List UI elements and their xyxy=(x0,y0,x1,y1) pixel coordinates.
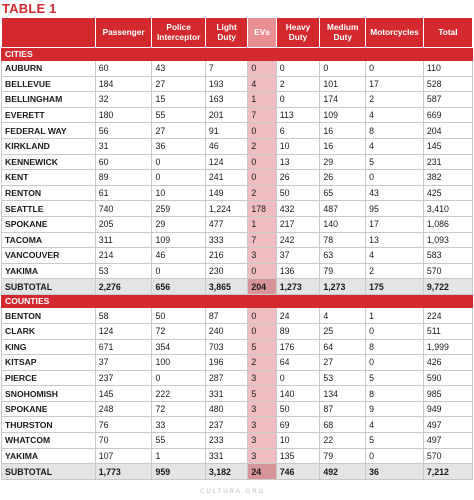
section-label: COUNTIES xyxy=(2,295,473,308)
table-cell: 985 xyxy=(423,386,472,402)
table-cell: 61 xyxy=(95,185,152,201)
subtotal-label: SUBTOTAL xyxy=(2,464,96,480)
table-cell: 0 xyxy=(152,170,205,186)
table-cell: 2 xyxy=(248,138,276,154)
row-label: CLARK xyxy=(2,323,96,339)
table-cell: 10 xyxy=(276,138,320,154)
row-label: THURSTON xyxy=(2,417,96,433)
table-row xyxy=(2,323,473,339)
row-label: BENTON xyxy=(2,308,96,324)
row-label: AUBURN xyxy=(2,61,96,77)
table-cell: 110 xyxy=(423,61,472,77)
table-row xyxy=(2,76,473,92)
table-cell: 3 xyxy=(248,370,276,386)
table-cell: 78 xyxy=(320,232,366,248)
row-label: KENT xyxy=(2,170,96,186)
table-row xyxy=(2,386,473,402)
table-cell: 216 xyxy=(205,248,248,264)
table-cell: 87 xyxy=(205,308,248,324)
table-cell: 214 xyxy=(95,248,152,264)
row-label: KITSAP xyxy=(2,355,96,371)
table-cell: 587 xyxy=(423,92,472,108)
subtotal-cell: 492 xyxy=(320,464,366,480)
subtotal-row xyxy=(2,464,473,480)
table-cell: 50 xyxy=(276,185,320,201)
header-cell-light-duty: Light Duty xyxy=(205,18,248,48)
section-header-row xyxy=(2,48,473,61)
table-cell: 196 xyxy=(205,355,248,371)
table-body xyxy=(2,48,473,480)
table-row xyxy=(2,232,473,248)
table-cell: 64 xyxy=(320,339,366,355)
table-cell: 89 xyxy=(276,323,320,339)
row-label: YAKIMA xyxy=(2,448,96,464)
table-cell: 101 xyxy=(320,76,366,92)
table-row xyxy=(2,433,473,449)
table-cell: 70 xyxy=(95,433,152,449)
table-cell: 76 xyxy=(95,417,152,433)
table-cell: 145 xyxy=(95,386,152,402)
table-cell: 10 xyxy=(152,185,205,201)
table-cell: 15 xyxy=(152,92,205,108)
table-row xyxy=(2,170,473,186)
table-cell: 7 xyxy=(205,61,248,77)
table-cell: 1,093 xyxy=(423,232,472,248)
row-label: RENTON xyxy=(2,185,96,201)
row-label: SEATTLE xyxy=(2,201,96,217)
row-label: VANCOUVER xyxy=(2,248,96,264)
table-cell: 140 xyxy=(276,386,320,402)
table-cell: 217 xyxy=(276,216,320,232)
table-cell: 46 xyxy=(152,248,205,264)
table-cell: 949 xyxy=(423,401,472,417)
table-cell: 60 xyxy=(95,154,152,170)
table-cell: 669 xyxy=(423,107,472,123)
row-label: EVERETT xyxy=(2,107,96,123)
table-cell: 124 xyxy=(95,323,152,339)
table-cell: 2 xyxy=(248,355,276,371)
row-label: SPOKANE xyxy=(2,216,96,232)
table-cell: 29 xyxy=(320,154,366,170)
table-row xyxy=(2,92,473,108)
table-cell: 671 xyxy=(95,339,152,355)
row-label: PIERCE xyxy=(2,370,96,386)
table-cell: 79 xyxy=(320,263,366,279)
table-cell: 230 xyxy=(205,263,248,279)
table-cell: 193 xyxy=(205,76,248,92)
table-cell: 174 xyxy=(320,92,366,108)
table-cell: 4 xyxy=(366,417,424,433)
table-cell: 7 xyxy=(248,232,276,248)
table-row xyxy=(2,339,473,355)
table-cell: 7 xyxy=(248,107,276,123)
table-cell: 382 xyxy=(423,170,472,186)
table-cell: 87 xyxy=(320,401,366,417)
table-cell: 91 xyxy=(205,123,248,139)
table-cell: 176 xyxy=(276,339,320,355)
table-cell: 6 xyxy=(276,123,320,139)
table-cell: 0 xyxy=(366,170,424,186)
table-cell: 1 xyxy=(248,216,276,232)
table-cell: 0 xyxy=(366,355,424,371)
table-cell: 0 xyxy=(320,61,366,77)
table-cell: 2 xyxy=(248,185,276,201)
subtotal-row xyxy=(2,279,473,295)
table-row xyxy=(2,154,473,170)
table-cell: 3 xyxy=(248,448,276,464)
table-cell: 27 xyxy=(152,123,205,139)
table-row xyxy=(2,107,473,123)
table-cell: 487 xyxy=(320,201,366,217)
table-cell: 1 xyxy=(152,448,205,464)
table-cell: 2 xyxy=(276,76,320,92)
table-cell: 43 xyxy=(366,185,424,201)
subtotal-cell: 959 xyxy=(152,464,205,480)
table-cell: 259 xyxy=(152,201,205,217)
subtotal-cell: 1,273 xyxy=(320,279,366,295)
table-cell: 0 xyxy=(366,61,424,77)
row-label: BELLINGHAM xyxy=(2,92,96,108)
table-cell: 107 xyxy=(95,448,152,464)
table-cell: 69 xyxy=(276,417,320,433)
table-cell: 4 xyxy=(366,248,424,264)
table-cell: 10 xyxy=(276,433,320,449)
table-cell: 4 xyxy=(320,308,366,324)
table-cell: 5 xyxy=(366,154,424,170)
header-cell-heavy-duty: Heavy Duty xyxy=(276,18,320,48)
table-cell: 55 xyxy=(152,107,205,123)
subtotal-cell: 24 xyxy=(248,464,276,480)
table-cell: 0 xyxy=(248,170,276,186)
table-cell: 237 xyxy=(205,417,248,433)
table-cell: 331 xyxy=(205,448,248,464)
table-cell: 1,086 xyxy=(423,216,472,232)
table-cell: 333 xyxy=(205,232,248,248)
table-cell: 60 xyxy=(95,61,152,77)
table-cell: 5 xyxy=(366,370,424,386)
row-label: YAKIMA xyxy=(2,263,96,279)
table-cell: 31 xyxy=(95,138,152,154)
subtotal-cell: 3,865 xyxy=(205,279,248,295)
table-cell: 8 xyxy=(366,339,424,355)
table-cell: 1 xyxy=(248,92,276,108)
table-cell: 113 xyxy=(276,107,320,123)
table-cell: 1,224 xyxy=(205,201,248,217)
header-cell-name xyxy=(2,18,96,48)
table-cell: 25 xyxy=(320,323,366,339)
table-row xyxy=(2,138,473,154)
table-cell: 27 xyxy=(320,355,366,371)
table-cell: 53 xyxy=(95,263,152,279)
table-cell: 65 xyxy=(320,185,366,201)
table-cell: 135 xyxy=(276,448,320,464)
table-cell: 178 xyxy=(248,201,276,217)
table-cell: 0 xyxy=(366,323,424,339)
table-cell: 26 xyxy=(276,170,320,186)
table-cell: 497 xyxy=(423,417,472,433)
table-cell: 63 xyxy=(320,248,366,264)
row-label: KIRKLAND xyxy=(2,138,96,154)
table-cell: 477 xyxy=(205,216,248,232)
table-cell: 149 xyxy=(205,185,248,201)
subtotal-cell: 746 xyxy=(276,464,320,480)
table-cell: 56 xyxy=(95,123,152,139)
table-cell: 480 xyxy=(205,401,248,417)
subtotal-cell: 656 xyxy=(152,279,205,295)
header-cell-motorcycles: Motorcycles xyxy=(366,18,424,48)
table-cell: 740 xyxy=(95,201,152,217)
table-cell: 201 xyxy=(205,107,248,123)
table-cell: 0 xyxy=(276,61,320,77)
table-cell: 180 xyxy=(95,107,152,123)
table-cell: 5 xyxy=(248,386,276,402)
table-cell: 145 xyxy=(423,138,472,154)
table-cell: 237 xyxy=(95,370,152,386)
table-cell: 95 xyxy=(366,201,424,217)
table-cell: 0 xyxy=(248,308,276,324)
table-cell: 17 xyxy=(366,76,424,92)
table-cell: 3,410 xyxy=(423,201,472,217)
table-cell: 0 xyxy=(248,123,276,139)
table-cell: 240 xyxy=(205,323,248,339)
table-cell: 5 xyxy=(366,433,424,449)
table-cell: 3 xyxy=(248,248,276,264)
row-label: TACOMA xyxy=(2,232,96,248)
table-cell: 79 xyxy=(320,448,366,464)
table-row xyxy=(2,308,473,324)
table-cell: 3 xyxy=(248,417,276,433)
table-cell: 426 xyxy=(423,355,472,371)
table-cell: 242 xyxy=(276,232,320,248)
table-row xyxy=(2,185,473,201)
table-cell: 5 xyxy=(248,339,276,355)
table-cell: 43 xyxy=(152,61,205,77)
table-cell: 50 xyxy=(276,401,320,417)
table-cell: 205 xyxy=(95,216,152,232)
table-cell: 184 xyxy=(95,76,152,92)
table-cell: 140 xyxy=(320,216,366,232)
table-row xyxy=(2,123,473,139)
subtotal-label: SUBTOTAL xyxy=(2,279,96,295)
table-cell: 134 xyxy=(320,386,366,402)
table-cell: 0 xyxy=(248,154,276,170)
table-cell: 354 xyxy=(152,339,205,355)
table-cell: 32 xyxy=(95,92,152,108)
table-cell: 425 xyxy=(423,185,472,201)
table-cell: 9 xyxy=(366,401,424,417)
table-cell: 46 xyxy=(205,138,248,154)
table-cell: 27 xyxy=(152,76,205,92)
subtotal-cell: 204 xyxy=(248,279,276,295)
subtotal-cell: 2,276 xyxy=(95,279,152,295)
table-cell: 248 xyxy=(95,401,152,417)
table-cell: 13 xyxy=(276,154,320,170)
table-cell: 53 xyxy=(320,370,366,386)
table-cell: 528 xyxy=(423,76,472,92)
row-label: FEDERAL WAY xyxy=(2,123,96,139)
table-cell: 22 xyxy=(320,433,366,449)
table-row xyxy=(2,448,473,464)
table-cell: 703 xyxy=(205,339,248,355)
header-cell-police: Police Interceptor xyxy=(152,18,205,48)
subtotal-cell: 36 xyxy=(366,464,424,480)
table-row xyxy=(2,61,473,77)
table-cell: 1,999 xyxy=(423,339,472,355)
header-row xyxy=(2,18,473,48)
table-cell: 37 xyxy=(95,355,152,371)
header-cell-total: Total xyxy=(423,18,472,48)
table-cell: 16 xyxy=(320,123,366,139)
row-label: WHATCOM xyxy=(2,433,96,449)
table-cell: 58 xyxy=(95,308,152,324)
table-cell: 224 xyxy=(423,308,472,324)
table-cell: 497 xyxy=(423,433,472,449)
table-cell: 0 xyxy=(276,370,320,386)
table-cell: 0 xyxy=(248,61,276,77)
table-row xyxy=(2,201,473,217)
subtotal-cell: 9,722 xyxy=(423,279,472,295)
table-cell: 163 xyxy=(205,92,248,108)
row-label: SPOKANE xyxy=(2,401,96,417)
table-cell: 37 xyxy=(276,248,320,264)
table-cell: 0 xyxy=(366,448,424,464)
table-row xyxy=(2,216,473,232)
table-cell: 136 xyxy=(276,263,320,279)
row-label: KING xyxy=(2,339,96,355)
table-cell: 241 xyxy=(205,170,248,186)
header-cell-medium-duty: Medium Duty xyxy=(320,18,366,48)
row-label: SNOHOMISH xyxy=(2,386,96,402)
row-label: BELLEVUE xyxy=(2,76,96,92)
row-label: KENNEWICK xyxy=(2,154,96,170)
table-cell: 3 xyxy=(248,433,276,449)
table-cell: 109 xyxy=(152,232,205,248)
watermark: CULTURA.ORG xyxy=(200,489,266,495)
table-cell: 26 xyxy=(320,170,366,186)
table-row xyxy=(2,417,473,433)
table-cell: 24 xyxy=(276,308,320,324)
table-cell: 4 xyxy=(366,138,424,154)
subtotal-cell: 1,773 xyxy=(95,464,152,480)
table-title: TABLE 1 xyxy=(2,1,57,16)
header-cell-evs: EVs xyxy=(248,18,276,48)
table-cell: 233 xyxy=(205,433,248,449)
table-row xyxy=(2,370,473,386)
table-cell: 8 xyxy=(366,123,424,139)
table-cell: 570 xyxy=(423,263,472,279)
table-cell: 4 xyxy=(366,107,424,123)
table-row xyxy=(2,263,473,279)
subtotal-cell: 7,212 xyxy=(423,464,472,480)
table-cell: 0 xyxy=(248,323,276,339)
table-cell: 124 xyxy=(205,154,248,170)
table-cell: 33 xyxy=(152,417,205,433)
section-label: CITIES xyxy=(2,48,473,61)
table-cell: 100 xyxy=(152,355,205,371)
table-cell: 3 xyxy=(248,401,276,417)
table-cell: 68 xyxy=(320,417,366,433)
table-cell: 17 xyxy=(366,216,424,232)
table-cell: 89 xyxy=(95,170,152,186)
table-cell: 29 xyxy=(152,216,205,232)
table-cell: 2 xyxy=(366,263,424,279)
section-header-row xyxy=(2,295,473,308)
table-row xyxy=(2,248,473,264)
table-cell: 50 xyxy=(152,308,205,324)
table-row xyxy=(2,355,473,371)
table-cell: 13 xyxy=(366,232,424,248)
table-cell: 570 xyxy=(423,448,472,464)
table-cell: 16 xyxy=(320,138,366,154)
table-cell: 204 xyxy=(423,123,472,139)
table-cell: 4 xyxy=(248,76,276,92)
table-cell: 432 xyxy=(276,201,320,217)
table-cell: 0 xyxy=(248,263,276,279)
subtotal-cell: 175 xyxy=(366,279,424,295)
table-cell: 0 xyxy=(152,154,205,170)
table-cell: 2 xyxy=(366,92,424,108)
header-cell-passenger: Passenger xyxy=(95,18,152,48)
subtotal-cell: 1,273 xyxy=(276,279,320,295)
table-cell: 36 xyxy=(152,138,205,154)
table-cell: 1 xyxy=(366,308,424,324)
table-cell: 222 xyxy=(152,386,205,402)
table-cell: 231 xyxy=(423,154,472,170)
table-cell: 64 xyxy=(276,355,320,371)
table-cell: 583 xyxy=(423,248,472,264)
table-cell: 331 xyxy=(205,386,248,402)
table-cell: 0 xyxy=(152,263,205,279)
table-cell: 287 xyxy=(205,370,248,386)
fleet-table xyxy=(1,17,473,480)
table-cell: 0 xyxy=(152,370,205,386)
table-cell: 8 xyxy=(366,386,424,402)
subtotal-cell: 3,182 xyxy=(205,464,248,480)
table-cell: 311 xyxy=(95,232,152,248)
table-cell: 72 xyxy=(152,323,205,339)
table-cell: 72 xyxy=(152,401,205,417)
table-cell: 55 xyxy=(152,433,205,449)
table-row xyxy=(2,401,473,417)
table-cell: 0 xyxy=(276,92,320,108)
table-cell: 511 xyxy=(423,323,472,339)
table-cell: 590 xyxy=(423,370,472,386)
table-cell: 109 xyxy=(320,107,366,123)
